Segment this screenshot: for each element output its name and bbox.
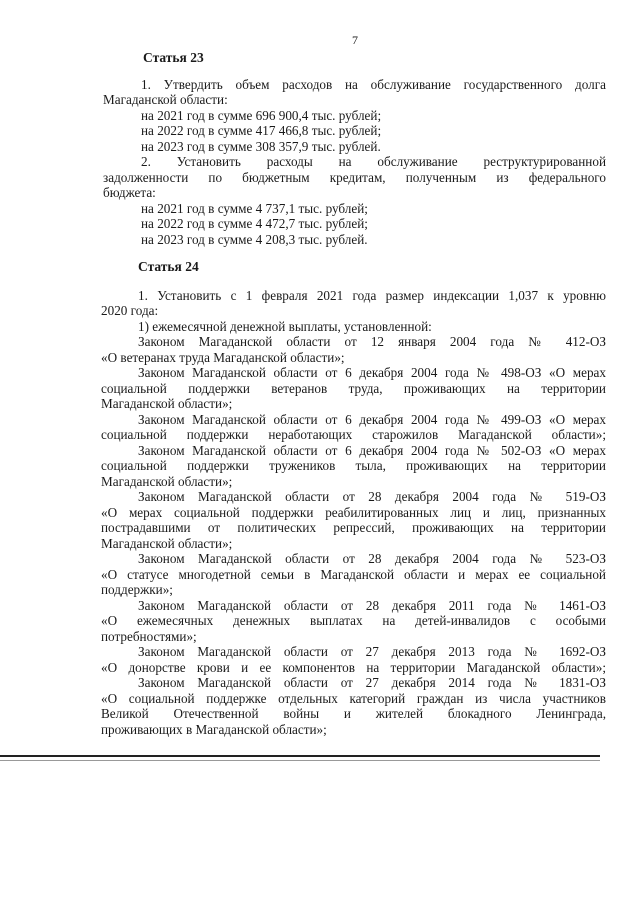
article-24-line: Магаданской области»; [101, 396, 233, 411]
article-24-line: социальной поддержки тружеников тыла, проживающих на территории [101, 458, 606, 473]
article-24-line: социальной поддержки неработающих старожилов Магаданской области»; [101, 427, 606, 442]
article-24-line: Законом Магаданской области от 28 декабря 2011 года № 1461-ОЗ [138, 598, 606, 613]
article-23-line: 1. Утвердить объем расходов на обслуживание государственного долга [141, 77, 606, 92]
article-23-line: на 2022 год в сумме 417 466,8 тыс. рублей; [141, 123, 382, 138]
article-23-line: на 2023 год в сумме 308 357,9 тыс. рублей. [141, 139, 381, 154]
article-23-line: Магаданской области: [103, 92, 228, 107]
article-24-line: Законом Магаданской области от 6 декабря 2004 года № 499-ОЗ «О мерах [138, 412, 606, 427]
article-24-line: Магаданской области»; [101, 536, 233, 551]
article-24-line: Законом Магаданской области от 28 декабря 2004 года № 519-ОЗ [138, 489, 606, 504]
article-24-line: Законом Магаданской области от 12 января 2004 года № 412-ОЗ [138, 334, 606, 349]
article-24-line: Законом Магаданской области от 6 декабря 2004 года № 502-ОЗ «О мерах [138, 443, 606, 458]
article-24-line: «О статусе многодетной семьи в Магаданской области и мерах ее социальной [101, 567, 606, 582]
article-23-line: на 2023 год в сумме 4 208,3 тыс. рублей. [141, 232, 368, 247]
article-24-line: Законом Магаданской области от 6 декабря 2004 года № 498-ОЗ «О мерах [138, 365, 606, 380]
article-23-line: на 2021 год в сумме 696 900,4 тыс. рублей; [141, 108, 382, 123]
article-24-line: социальной поддержки ветеранов труда, проживающих на территории [101, 381, 606, 396]
article-23-line: 2. Установить расходы на обслуживание реструктурированной [141, 154, 606, 169]
article-24-line: «О ветеранах труда Магаданской области»; [101, 350, 345, 365]
footer-rule-thin [0, 760, 600, 761]
article-24-line: потребностями»; [101, 629, 197, 644]
article-24-line: 1) ежемесячной денежной выплаты, установленной: [138, 319, 432, 334]
article-24-line: 2020 года: [101, 303, 159, 318]
article-24-line: проживающих в Магаданской области»; [101, 722, 327, 737]
article-24-line: Законом Магаданской области от 27 декабря 2014 года № 1831-ОЗ [138, 675, 606, 690]
article-23-line: на 2021 год в сумме 4 737,1 тыс. рублей; [141, 201, 368, 216]
article-24-line: «О мерах социальной поддержки реабилитированных лиц и лиц, признанных [101, 505, 606, 520]
article-24-line: 1. Установить с 1 февраля 2021 года размер индексации 1,037 к уровню [138, 288, 606, 303]
article-24-line: Магаданской области»; [101, 474, 233, 489]
article-23-line: бюджета: [103, 185, 156, 200]
article-23-line: задолженности по бюджетным кредитам, полученным из федерального [103, 170, 606, 185]
article-24-line: Великой Отечественной войны и жителей блокадного Ленинграда, [101, 706, 606, 721]
article-24-heading: Статья 24 [138, 259, 199, 274]
article-24-line: «О ежемесячных денежных выплатах на детей-инвалидов с особыми [101, 613, 606, 628]
article-24-line: «О социальной поддержке отдельных категорий граждан из числа участников [101, 691, 606, 706]
article-24-line: Законом Магаданской области от 28 декабря 2004 года № 523-ОЗ [138, 551, 606, 566]
article-23-line: на 2022 год в сумме 4 472,7 тыс. рублей; [141, 216, 368, 231]
article-24-line: поддержки»; [101, 582, 173, 597]
article-24-line: Законом Магаданской области от 27 декабря 2013 года № 1692-ОЗ [138, 644, 606, 659]
article-24-line: «О донорстве крови и ее компонентов на территории Магаданской области»; [101, 660, 606, 675]
article-23-heading: Статья 23 [143, 50, 204, 65]
footer-rule [0, 755, 600, 757]
article-24-line: пострадавшими от политических репрессий, проживающих на территории [101, 520, 606, 535]
page-number: 7 [352, 33, 358, 47]
